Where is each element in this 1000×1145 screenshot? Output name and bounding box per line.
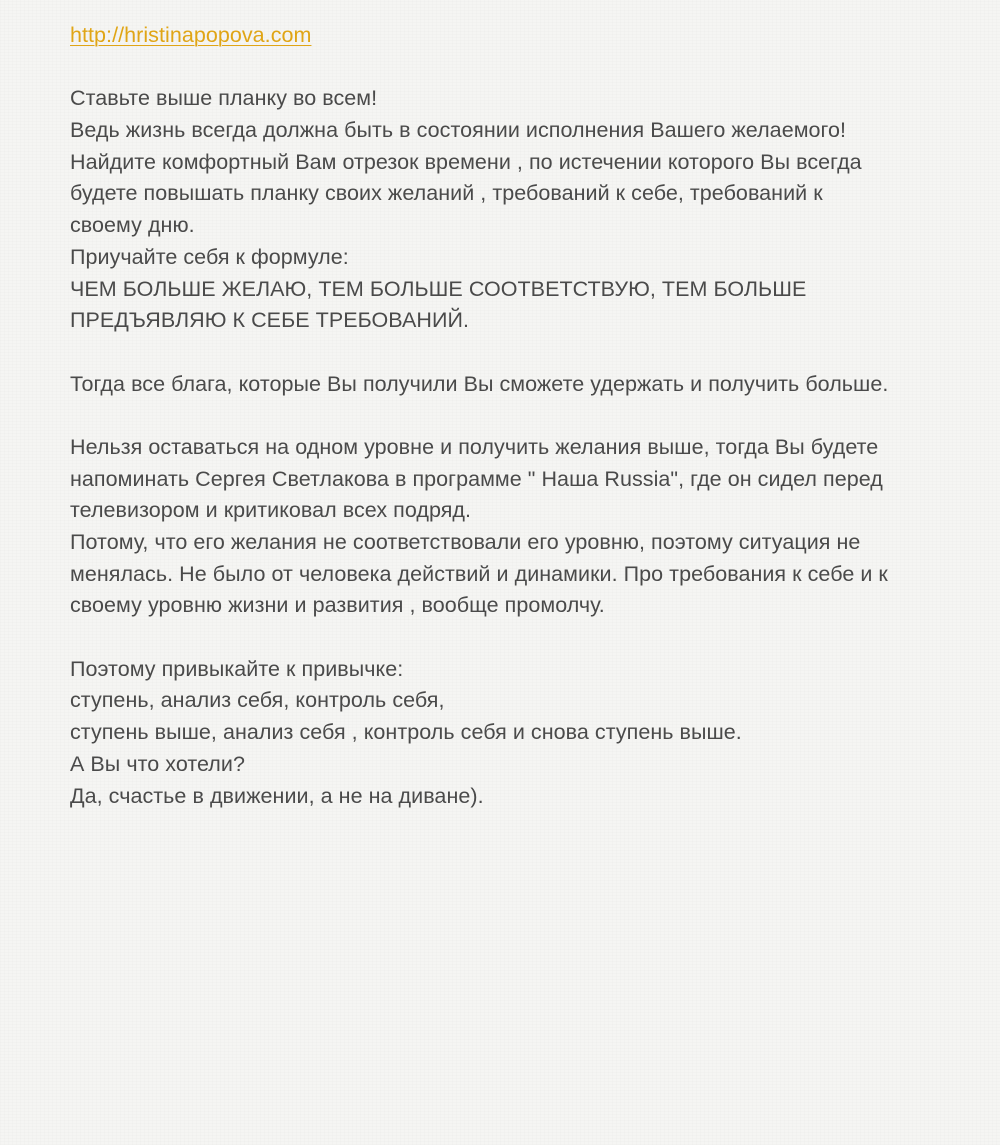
note-body[interactable] <box>70 20 950 812</box>
text-line: ПРЕДЪЯВЛЯЮ К СЕБЕ ТРЕБОВАНИЙ. <box>70 308 469 333</box>
text-line: своему уровню жизни и развития , вообще промолчу. <box>70 593 605 618</box>
blank-line <box>70 337 950 369</box>
text-line: Да, счастье в движении, а не на диване). <box>70 783 484 808</box>
text-line: А Вы что хотели? <box>70 751 245 776</box>
blank-line <box>70 400 950 432</box>
text-line: Потому, что его желания не соответствовали его уровню, поэтому ситуация не <box>70 530 861 554</box>
text-line: ступень, анализ себя, контроль себя, <box>70 688 445 713</box>
paragraph-3 <box>70 432 950 622</box>
text-line: Найдите комфортный Вам отрезок времени , по истечении которого Вы всегда <box>70 149 862 174</box>
paragraph-1 <box>70 83 950 337</box>
website-link[interactable]: http://hristinapopova.com <box>70 23 312 47</box>
paragraph-2 <box>70 369 950 401</box>
text-line: своему дню. <box>70 213 195 238</box>
text-line: напоминать Сергея Светлакова в программе " Наша Russia", где он сидел перед <box>70 466 883 491</box>
paragraph-4 <box>70 654 950 812</box>
text-line: ЧЕМ БОЛЬШЕ ЖЕЛАЮ, ТЕМ БОЛЬШЕ СООТВЕТСТВУЮ, ТЕМ БОЛЬШЕ <box>70 276 807 301</box>
text-line: Приучайте себя к формуле: <box>70 244 349 269</box>
blank-line <box>70 52 950 84</box>
text-line: менялась. Не было от человека действий и динамики. Про требования к себе и к <box>70 561 888 586</box>
text-line: Тогда все блага, которые Вы получили Вы сможете удержать и получить больше. <box>70 371 889 396</box>
link-line <box>70 20 950 52</box>
text-line: Ставьте выше планку во всем! <box>70 86 378 111</box>
text-line: ступень выше, анализ себя , контроль себя и снова ступень выше. <box>70 720 742 745</box>
blank-line <box>70 622 950 654</box>
text-line: Нельзя оставаться на одном уровне и получить желания выше, тогда Вы будете <box>70 434 879 459</box>
text-line: телевизором и критиковал всех подряд. <box>70 498 472 523</box>
text-line: Поэтому привыкайте к привычке: <box>70 656 404 681</box>
text-line: будете повышать планку своих желаний , требований к себе, требований к <box>70 181 823 206</box>
text-line: Ведь жизнь всегда должна быть в состоянии исполнения Вашего желаемого! <box>70 118 846 143</box>
